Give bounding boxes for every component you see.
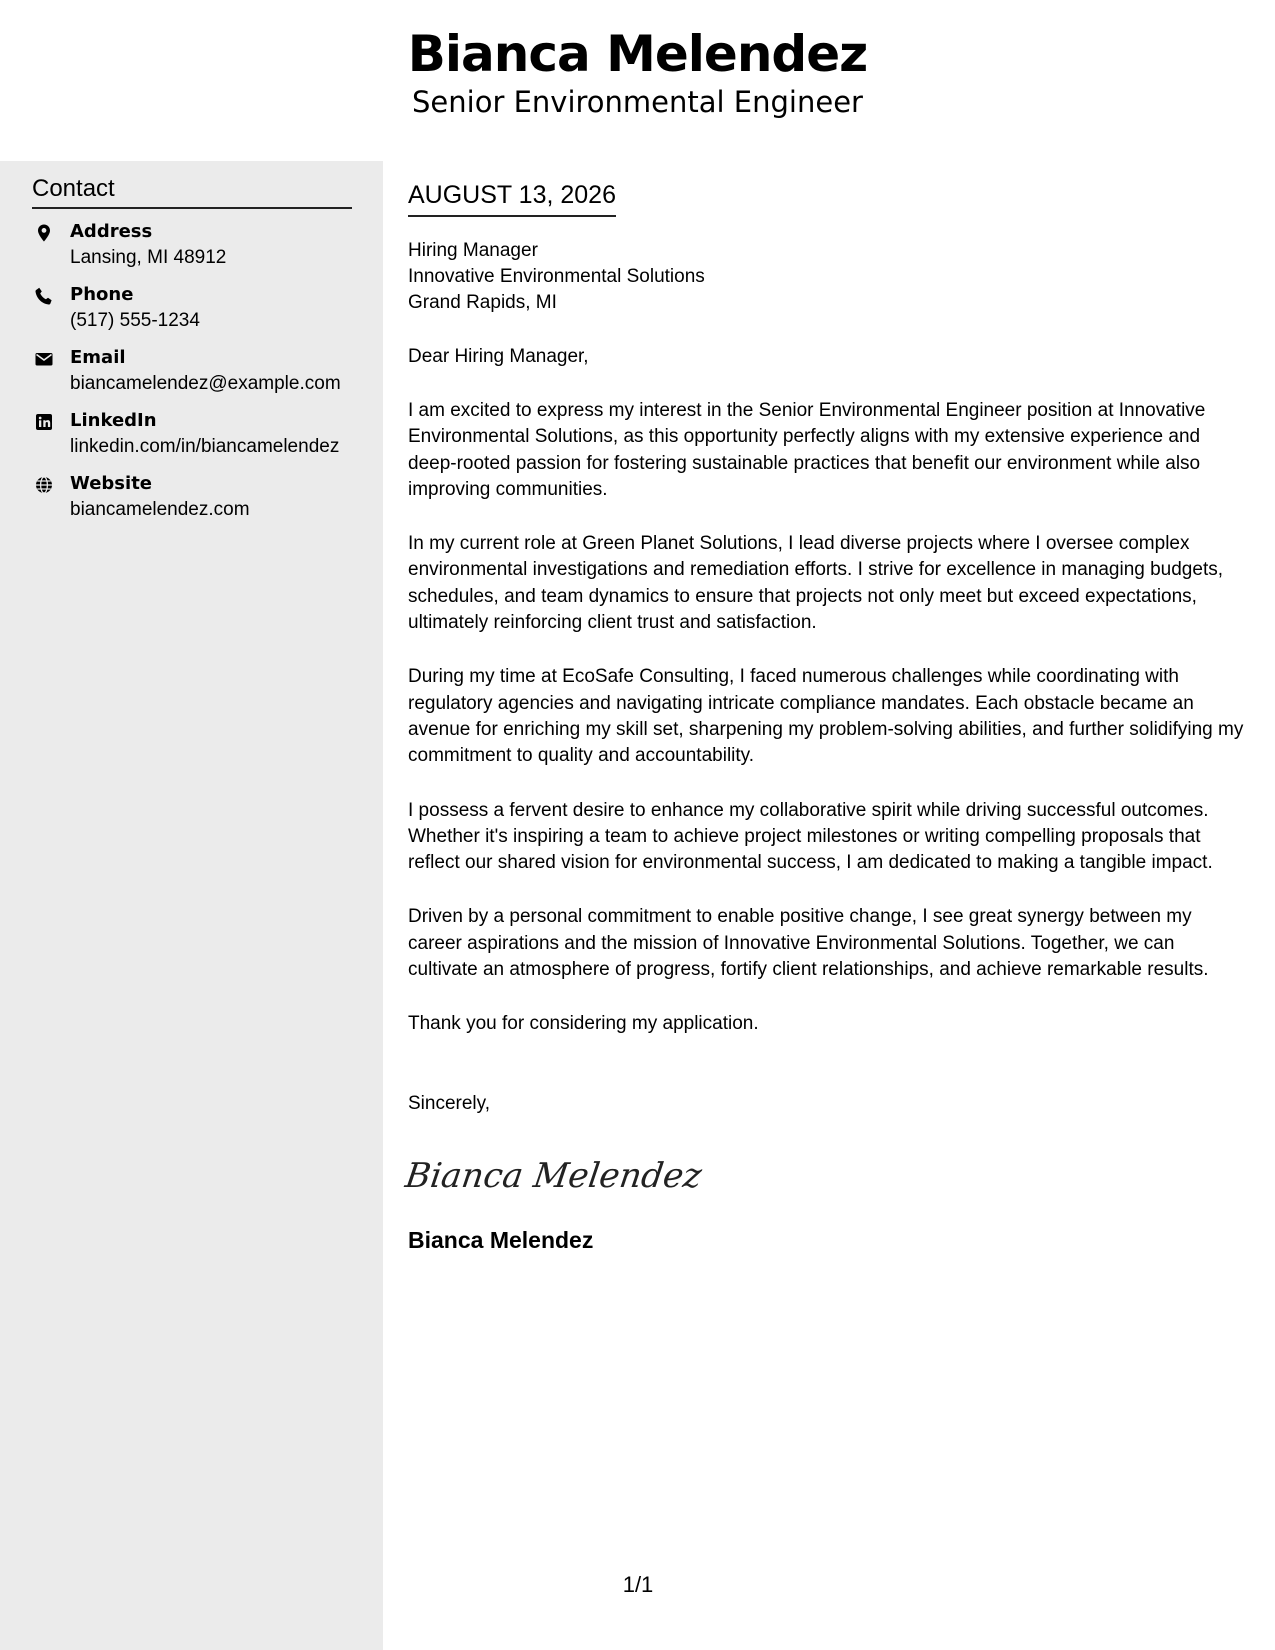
letter-date: AUGUST 13, 2026 bbox=[408, 178, 616, 217]
handwritten-signature bbox=[402, 1145, 1248, 1201]
signed-name: Bianca Melendez bbox=[408, 1226, 594, 1253]
contact-sidebar bbox=[0, 161, 383, 1650]
page-number: 1/1 bbox=[622, 1572, 654, 1597]
contact-value: biancamelendez@example.com bbox=[70, 373, 341, 394]
contact-item-address bbox=[32, 219, 372, 282]
contact-item-linkedin bbox=[32, 408, 372, 471]
salutation: Dear Hiring Manager, bbox=[408, 346, 589, 367]
contact-heading: Contact bbox=[32, 173, 352, 209]
globe-icon bbox=[34, 475, 54, 495]
closing: Sincerely, bbox=[408, 1092, 491, 1114]
recipient-company: Innovative Environmental Solutions bbox=[408, 266, 705, 287]
contact-label: Address bbox=[70, 221, 153, 242]
linkedin-icon bbox=[34, 412, 54, 432]
letter-paragraph: During my time at EcoSafe Consulting, I faced numerous challenges while coordinating with regulatory agencies and navigating intricate compliance mandates. Each obstacle became an avenue for enriching my skill set, sharpening my problem-solving abilities, and further solidifying my commitment to quality and accountability. bbox=[408, 666, 1244, 767]
letter-paragraph: In my current role at Green Planet Solutions, I lead diverse projects where I oversee complex environmental investigations and remediation efforts. I strive for excellence in managing budgets, schedules, and team dynamics to ensure that projects not only meet but exceed expectations, ultimately reinforcing client trust and satisfaction. bbox=[408, 533, 1223, 634]
contact-list bbox=[32, 219, 372, 534]
contact-item-website bbox=[32, 471, 372, 534]
letter-paragraph: I am excited to express my interest in the Senior Environmental Engineer position at Innovative Environmental Solutions, as this opportunity perfectly aligns with my extensive experience and deep-rooted passion for fostering sustainable practices that benefit our environment while also improving communities. bbox=[408, 400, 1206, 500]
contact-label: Website bbox=[70, 473, 153, 494]
phone-icon bbox=[34, 286, 54, 306]
contact-value: biancamelendez.com bbox=[70, 499, 250, 520]
contact-value: (517) 555-1234 bbox=[70, 310, 200, 331]
recipient-location: Grand Rapids, MI bbox=[408, 292, 557, 313]
contact-label: Phone bbox=[70, 284, 134, 305]
envelope-icon bbox=[34, 349, 54, 369]
contact-label: Email bbox=[70, 347, 126, 368]
letter-paragraph: Driven by a personal commitment to enable positive change, I see great synergy between my career aspirations and the mission of Innovative Environmental Solutions. Together, we can cultivate an atmosphere of progress, fortify client relationships, and achieve remarkable results. bbox=[408, 906, 1209, 981]
letter-header bbox=[0, 20, 1275, 120]
letter-paragraph: Thank you for considering my application. bbox=[408, 1013, 759, 1035]
contact-item-phone bbox=[32, 282, 372, 345]
applicant-name: Bianca Melendez bbox=[407, 25, 868, 83]
letter-paragraph: I possess a fervent desire to enhance my collaborative spirit while driving successful outcomes. Whether it's inspiring a team to achieve project milestones or writing compelling proposals that reflect our shared vision for environmental success, I am dedicated to making a tangible impact. bbox=[408, 799, 1213, 874]
map-pin-icon bbox=[34, 223, 54, 243]
letter-body bbox=[402, 161, 1248, 1255]
contact-label: LinkedIn bbox=[70, 410, 157, 431]
signature-text: Bianca Melendez bbox=[402, 1155, 705, 1196]
contact-value: Lansing, MI 48912 bbox=[70, 247, 227, 268]
recipient-block bbox=[408, 238, 1248, 316]
contact-item-email bbox=[32, 345, 372, 408]
applicant-role: Senior Environmental Engineer bbox=[412, 85, 863, 119]
recipient-title: Hiring Manager bbox=[408, 240, 538, 261]
contact-value: linkedin.com/in/biancamelendez bbox=[70, 436, 340, 457]
